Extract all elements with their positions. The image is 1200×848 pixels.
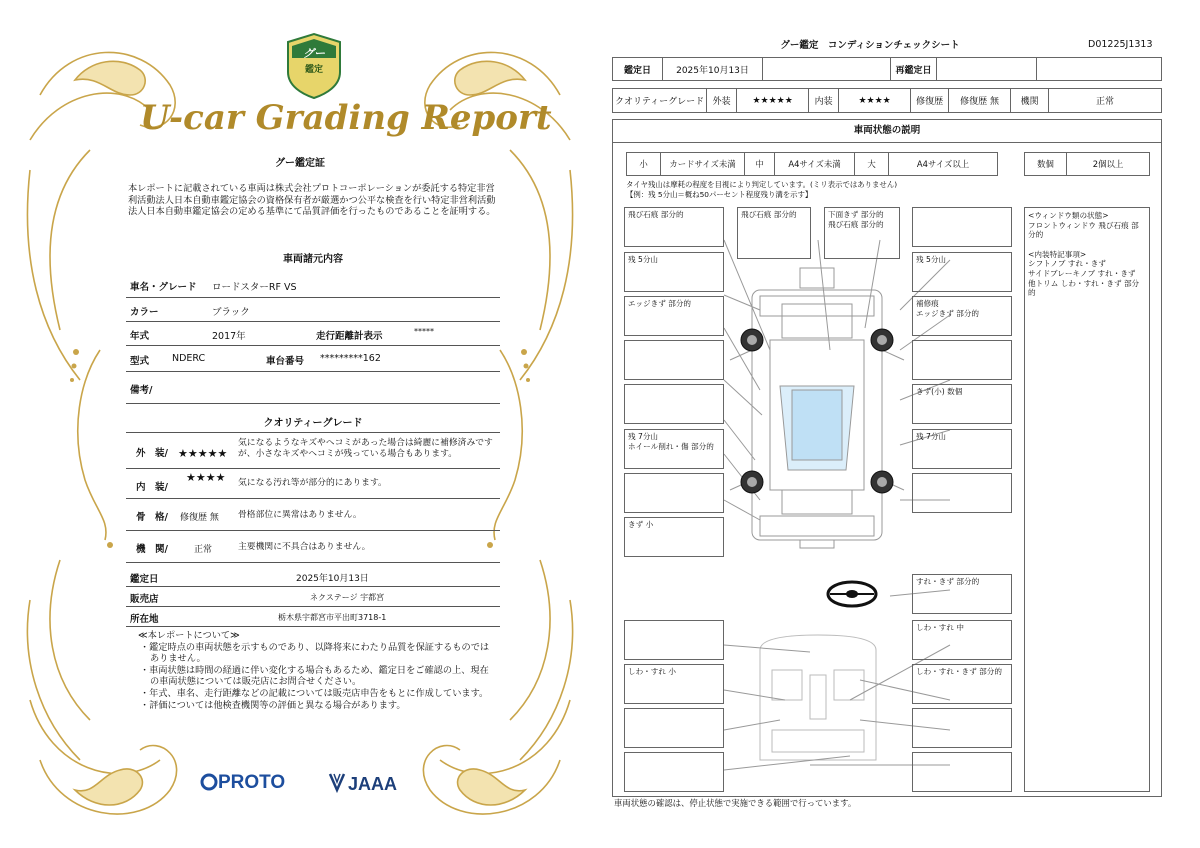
steering-wheel-icon — [828, 582, 876, 606]
spec-mileage-label: 走行距離計表示 — [316, 331, 383, 342]
reinspect-date-value — [937, 58, 1037, 81]
note-item: ・鑑定時点の車両状態を示すものであり、以降将来にわたり品質を保証するものではありません。 — [140, 641, 490, 665]
quality-row-engine — [126, 531, 500, 563]
info-row-date — [126, 567, 500, 587]
inspect-date-label: 鑑定日 — [130, 574, 159, 585]
interior-stars: ★★★★ — [839, 89, 911, 113]
exterior-label: 外装 — [707, 89, 737, 113]
note-item: ・車両状態は時間の経過に伴い変化する場合もあるため、鑑定日をご確認の上、現在の車両状態については販売店にお問合せください。 — [140, 664, 489, 688]
spec-row-color — [126, 298, 500, 322]
document-number: D01225J1313 — [1088, 39, 1153, 50]
quality-section-title: クオリティーグレード — [263, 418, 363, 429]
equipment-title: <内装特記事項> — [1028, 249, 1087, 259]
legend-large: 大 — [855, 153, 889, 176]
note-item: ・評価については他検査機関等の評価と異なる場合があります。 — [140, 699, 406, 711]
cell-right-2: 補修痕 エッジきず 部分的 — [912, 296, 1012, 336]
jaaa-logo-icon — [328, 770, 346, 794]
frame-value: 修復歴 無 — [180, 513, 219, 523]
engine-value: 正常 — [1049, 89, 1162, 113]
legend-large-desc: A4サイズ以上 — [889, 153, 998, 176]
legend-small-desc: カードサイズ未満 — [661, 153, 745, 176]
certificate-title: グー鑑定証 — [275, 158, 325, 169]
equipment-item: サイドブレーキノブ すれ・きず — [1028, 268, 1136, 278]
cell-right-6 — [912, 473, 1012, 513]
interior-note: 気になる汚れ等が部分的にあります。 — [238, 478, 387, 488]
repair-history-value: 修復歴 無 — [949, 89, 1011, 113]
cell-interior-left-4 — [624, 752, 724, 792]
inspect-date-value: 2025年10月13日 — [663, 58, 763, 81]
address-value: 栃木県宇都宮市平出町3718-1 — [278, 613, 387, 622]
cell-left-1: 飛び石痕 部分的 — [624, 207, 724, 247]
proto-logo: PROTO — [218, 772, 286, 793]
spec-vin-label: 車台番号 — [266, 356, 305, 367]
cell-right-4: きず(小) 数個 — [912, 384, 1012, 424]
quality-grade-label: クオリティーグレード — [613, 89, 707, 113]
condition-title-bar — [612, 119, 1162, 143]
spec-row-remarks — [126, 372, 500, 404]
frame-label: 骨 格/ — [136, 512, 168, 523]
cell-steering: すれ・きず 部分的 — [912, 574, 1012, 614]
address-label: 所在地 — [130, 614, 159, 625]
window-state-text: フロントウィンドウ 飛び石痕 部分的 — [1028, 220, 1139, 240]
cell-right-3 — [912, 340, 1012, 380]
equipment-item: シフトノブ すれ・きず — [1028, 259, 1106, 269]
window-state-title: <ウィンドウ類の状態> — [1028, 211, 1109, 220]
cell-right-1: 残 5分山 — [912, 252, 1012, 292]
cell-right-5: 残 7分山 — [912, 429, 1012, 469]
sheet-title: グー鑑定 コンディションチェックシート — [780, 40, 960, 51]
spec-model-label: 型式 — [130, 356, 150, 367]
spec-color-label: カラー — [130, 307, 159, 318]
spec-year-value: 2017年 — [212, 331, 246, 342]
cell-interior-left-3 — [624, 708, 724, 748]
cell-interior-right-4 — [912, 752, 1012, 792]
spec-model-value: NDERC — [172, 353, 206, 364]
exterior-note: 気になるようなキズやヘコミがあった場合は綺麗に補修済みですが、小さなキズやヘコミが残っている場合もあります。 — [238, 438, 493, 459]
condition-title: 車両状態の説明 — [853, 125, 921, 136]
legend-mid: 中 — [745, 153, 775, 176]
equipment-item: 他トリム しわ・すれ・きず 部分的 — [1028, 278, 1140, 298]
frame-note: 骨格部位に異常はありません。 — [238, 510, 362, 520]
exterior-stars: ★★★★★ — [737, 89, 809, 113]
dealer-label: 販売店 — [130, 594, 159, 605]
spec-row-name — [126, 274, 500, 298]
badge-logo-text: グー — [303, 47, 325, 60]
cell-interior-right-3 — [912, 708, 1012, 748]
exterior-stars: ★★★★★ — [178, 447, 228, 460]
condition-check-sheet — [600, 0, 1200, 848]
legend-mid-desc: A4サイズ未満 — [775, 153, 855, 176]
cell-interior-right-1: しわ・すれ 中 — [912, 620, 1012, 660]
jaaa-logo: JAAA — [348, 774, 398, 794]
interior-label: 内装 — [809, 89, 839, 113]
cell-top-3 — [912, 207, 1012, 247]
spec-row-model — [126, 346, 500, 372]
legend-small: 小 — [627, 153, 661, 176]
spec-name-value: ロードスターRF VS — [212, 282, 297, 293]
cell-top-1: 飛び石痕 部分的 — [737, 207, 811, 259]
cell-left-5 — [624, 384, 724, 424]
note-item: ・年式、車名、走行距離などの記載については販売店申告をもとに作成しています。 — [140, 687, 489, 699]
dealer-value: ネクステージ 宇都宮 — [310, 593, 385, 602]
cell-left-6: 残 7分山 ホイール削れ・傷 部分的 — [624, 429, 724, 469]
cell-left-3: エッジきず 部分的 — [624, 296, 724, 336]
info-row-dealer — [126, 587, 500, 607]
cell-interior-right-2: しわ・すれ・きず 部分的 — [912, 664, 1012, 704]
cell-left-8: きず 小 — [624, 517, 724, 557]
cell-left-4 — [624, 340, 724, 380]
certificate-intro: 本レポートに記載されている車両は株式会社プロトコーポレーションが委託する特定非営利活動法人日本自動車鑑定協会の資格保有者が厳選かつ公平な検査を行い特定非営利活動法人日本自動車鑑定協会の定める基準にて品質評価を行ったものであることを証明する。 — [128, 183, 496, 217]
grade-table — [612, 88, 1162, 113]
size-legend-table — [626, 152, 998, 176]
interior-label: 内 装/ — [136, 482, 168, 493]
proto-logo-icon — [200, 771, 218, 793]
info-row-address — [126, 607, 500, 627]
quality-row-interior — [126, 469, 500, 499]
cell-interior-left-1 — [624, 620, 724, 660]
notes-title: ≪本レポートについて≫ — [138, 630, 240, 641]
legend-count-desc: 2個以上 — [1067, 153, 1150, 176]
spec-remarks-label: 備考/ — [130, 385, 153, 396]
spec-row-year — [126, 322, 500, 346]
inspect-date-label: 鑑定日 — [613, 58, 663, 81]
tire-note-1: タイヤ残山は摩耗の程度を目視により判定しています。(ミリ表示ではありません) — [626, 180, 898, 189]
count-legend-table — [1024, 152, 1150, 176]
repair-history-label: 修復歴 — [911, 89, 949, 113]
spec-name-label: 車名・グレード — [130, 282, 197, 293]
report-script-title: U-car Grading Report — [140, 98, 552, 138]
spec-vin-value: *********162 — [320, 353, 381, 364]
cell-interior-left-2: しわ・すれ 小 — [624, 664, 724, 704]
tire-note-2: 【例：残 5分山＝概ね50パーセント程度残り溝を示す】 — [626, 190, 813, 199]
spec-year-label: 年式 — [130, 331, 150, 342]
blank-cell — [1037, 58, 1162, 81]
cell-top-2: 下面きず 部分的 飛び石痕 部分的 — [824, 207, 900, 259]
side-notes-box — [1024, 207, 1150, 792]
specs-section-title: 車両諸元内容 — [283, 254, 343, 265]
quality-row-exterior — [126, 433, 500, 469]
quality-row-frame — [126, 499, 500, 531]
exterior-label: 外 装/ — [136, 448, 168, 459]
bottom-note: 車両状態の確認は、停止状態で実施できる範囲で行っています。 — [614, 798, 857, 808]
cell-left-2: 残 5分山 — [624, 252, 724, 292]
interior-stars: ★★★★ — [186, 471, 226, 484]
spec-color-value: ブラック — [212, 307, 250, 318]
engine-value: 正常 — [194, 545, 213, 555]
cell-left-7 — [624, 473, 724, 513]
badge-label: 鑑定 — [304, 65, 323, 75]
report-notes — [138, 630, 496, 711]
spec-mileage-value: ***** — [414, 327, 434, 336]
inspect-date-value: 2025年10月13日 — [296, 574, 369, 584]
reinspect-date-label: 再鑑定日 — [891, 58, 937, 81]
engine-label: 機関 — [1011, 89, 1049, 113]
engine-label: 機 関/ — [136, 544, 168, 555]
blank-cell — [763, 58, 891, 81]
engine-note: 主要機関に不具合はありません。 — [238, 542, 371, 552]
legend-count: 数個 — [1025, 153, 1067, 176]
date-table — [612, 57, 1162, 81]
